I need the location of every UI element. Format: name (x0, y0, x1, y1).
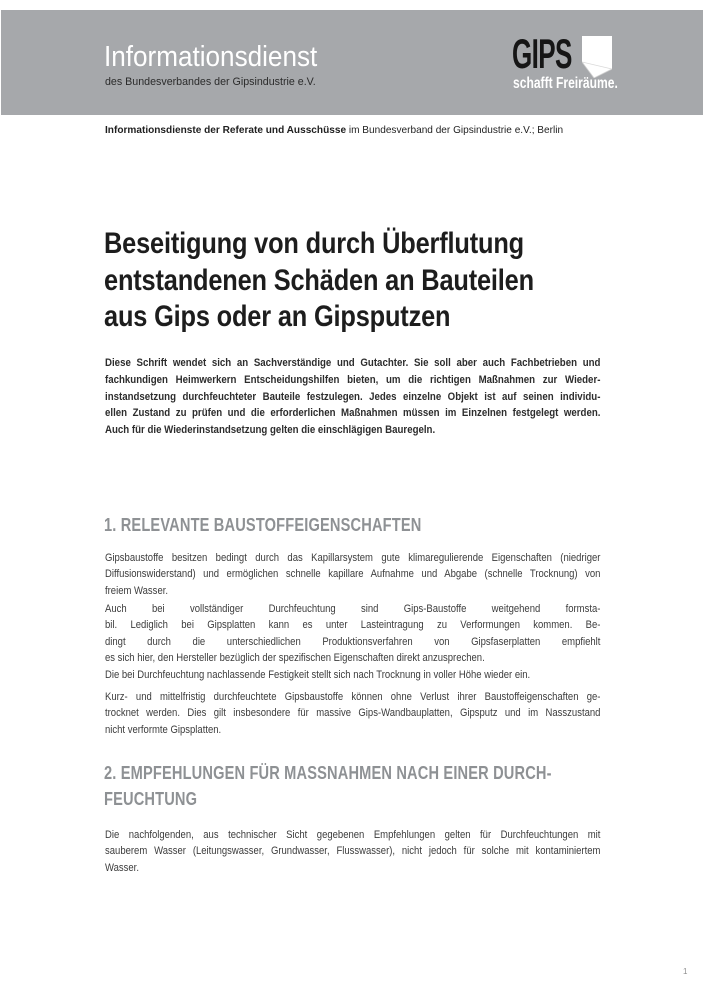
text-line: bil. Lediglich bei Gipsplatten kann es unter Lasteintragung zu Verformungen kommen. Be- (105, 619, 601, 632)
text-line: ellen Zustand zu prüfen und die erforderlichen Maßnahmen müssen im Einzelnen festgelegt werden. (105, 407, 601, 420)
issuer-line-rest: im Bundesverband der Gipsindustrie e.V.; Berlin (346, 124, 564, 136)
text-line: es sich hier, den Hersteller bezüglich der spezifischen Eigenschaften direkt anzusprechen. (105, 651, 485, 664)
section-2-heading (104, 760, 552, 812)
text-line: Kurz- und mittelfristig durchfeuchtete Gipsbaustoffe können ohne Verlust ihrer Baustoffeigenschaften ge- (105, 691, 601, 703)
paragraph (105, 689, 600, 738)
text-line: Wasser. (105, 861, 139, 874)
masthead-subtitle: des Bundesverbandes der Gipsindustrie e.V. (105, 76, 316, 88)
paragraph (105, 667, 600, 683)
text-line: sauberem Wasser (Leitungswasser, Grundwasser, Flusswasser), nicht jedoch für solche mit kontaminiertem (105, 845, 601, 858)
heading-line: 2. EMPFEHLUNGEN FÜR MASSNAHMEN NACH EINER DURCH- (104, 762, 552, 783)
text-line: Diese Schrift wendet sich an Sachverständige und Gutachter. Sie soll aber auch Fachbetrieben und (105, 357, 601, 369)
text-line: dingt durch die unterschiedlichen Produktionsverfahren von Gipsfaserplatten empfiehlt (105, 635, 601, 648)
text-line: nicht verformte Gipsplatten. (105, 723, 222, 736)
text-line: Auch für die Wiederinstandsetzung gelten die einschlägigen Bauregeln. (105, 424, 436, 437)
text-line: freiem Wasser. (105, 584, 169, 597)
text-line: Auch bei vollständiger Durchfeuchtung sind Gips-Baustoffe weitgehend formsta- (105, 603, 601, 615)
gips-tagline: schafft Freiräume. (513, 75, 618, 92)
text-line: fachkundigen Heimwerkern Entscheidungshilfen bieten, um die richtigen Maßnahmen zur Wieder- (105, 373, 601, 386)
paragraph (105, 601, 600, 666)
gips-wordmark: GIPS (512, 30, 572, 77)
title-line: aus Gips oder an Gipsputzen (104, 300, 451, 333)
text-line: instandsetzung durchfeuchteter Bauteile festzulegen. Jedes einzelne Objekt ist auf seinen individu- (105, 390, 601, 403)
text-line: Gipsbaustoffe besitzen bedingt durch das Kapillarsystem gute klimaregulierende Eigenschaften (niedriger (105, 552, 601, 564)
masthead-title: Informationsdienst (104, 41, 318, 73)
issuer-line (105, 124, 563, 136)
gips-logo (512, 30, 642, 97)
header-banner (1, 10, 703, 115)
intro-paragraph (105, 355, 600, 439)
paragraph (105, 550, 600, 599)
issuer-line-bold: Informationsdienste der Referate und Ausschüsse (105, 124, 347, 136)
heading-line: FEUCHTUNG (104, 788, 198, 809)
document-title (104, 226, 534, 336)
open-door-icon (582, 36, 612, 78)
paragraph (105, 827, 600, 876)
text-line: Diffusionswiderstand) und ermöglichen schnelle kapillare Aufnahme und Abgabe (schnelle Trocknung) von (105, 568, 601, 581)
title-line: Beseitigung von durch Überflutung (104, 227, 524, 260)
text-line: Die nachfolgenden, aus technischer Sicht gegebenen Empfehlungen gelten für Durchfeuchtungen mit (105, 829, 601, 841)
text-line: trocknet werden. Dies gilt insbesondere für massive Gips-Wandbauplatten, Gipsputz und im Nasszustand (105, 707, 601, 720)
text-line: Die bei Durchfeuchtung nachlassende Festigkeit stellt sich nach Trocknung in voller Höhe wieder ein. (105, 669, 531, 681)
page-number: 1 (683, 967, 688, 976)
title-line: entstandenen Schäden an Bauteilen (104, 263, 534, 297)
section-1-heading: 1. RELEVANTE BAUSTOFFEIGENSCHAFTEN (104, 514, 422, 535)
